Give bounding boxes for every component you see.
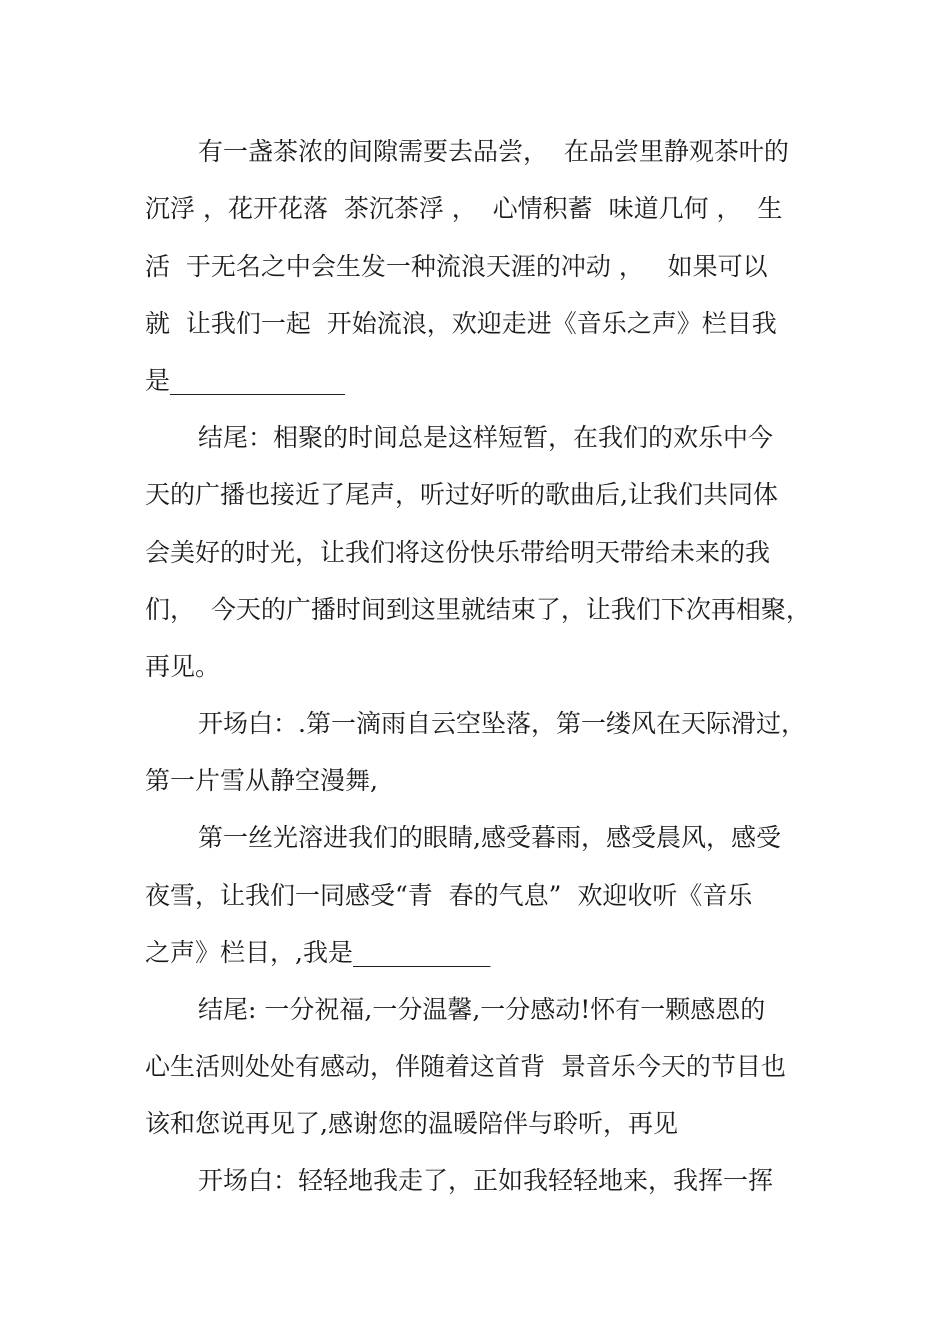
text-line: 再见。 [145,652,221,681]
text-line: 结尾：相聚的时间总是这样短暂，在我们的欢乐中今 [198,423,774,452]
text-line: 开场白：轻轻地我走了，正如我轻轻地来，我挥一挥 [198,1166,774,1195]
text-line: 就 让我们一起 开始流浪，欢迎走进《音乐之声》栏目我 [145,309,777,338]
text-line: 该和您说再见了,感谢您的温暖陪伴与聆听，再见 [145,1109,678,1138]
text-line: 活 于无名之中会生发一种流浪天涯的冲动 ， 如果可以 [145,252,768,281]
text-line: 第一片雪从静空漫舞, [145,766,378,795]
text-line: 天的广播也接近了尾声，听过好听的歌曲后,让我们共同体 [145,480,778,509]
text-line: 会美好的时光，让我们将这份快乐带给明天带给未来的我 [145,538,771,567]
text-line: 心生活则处处有感动，伴随着这首背 景音乐今天的节目也 [145,1052,786,1081]
text-line: 们， 今天的广播时间到这里就结束了，让我们下次再相聚， [145,595,811,624]
text-line: 夜雪，让我们一同感受“青 春的气息” 欢迎收听《音乐 [145,881,753,910]
text-line: 是______________ [145,366,346,395]
text-line: 第一丝光溶进我们的眼睛,感受暮雨，感受晨风，感受 [198,823,781,852]
text-line: 结尾: 一分祝福,一分温馨,一分感动!怀有一颗感恩的 [198,995,766,1024]
text-line: 开场白：.第一滴雨自云空坠落，第一缕风在天际滑过， [198,709,806,738]
text-line: 有一盏茶浓的间隙需要去品尝， 在品尝里静观茶叶的 [198,137,789,166]
text-line: 沉浮 ，花开花落 茶沉茶浮 ， 心情积蓄 味道几何 ， 生 [145,194,783,223]
text-line: 之声》栏目，,我是___________ [145,938,491,967]
